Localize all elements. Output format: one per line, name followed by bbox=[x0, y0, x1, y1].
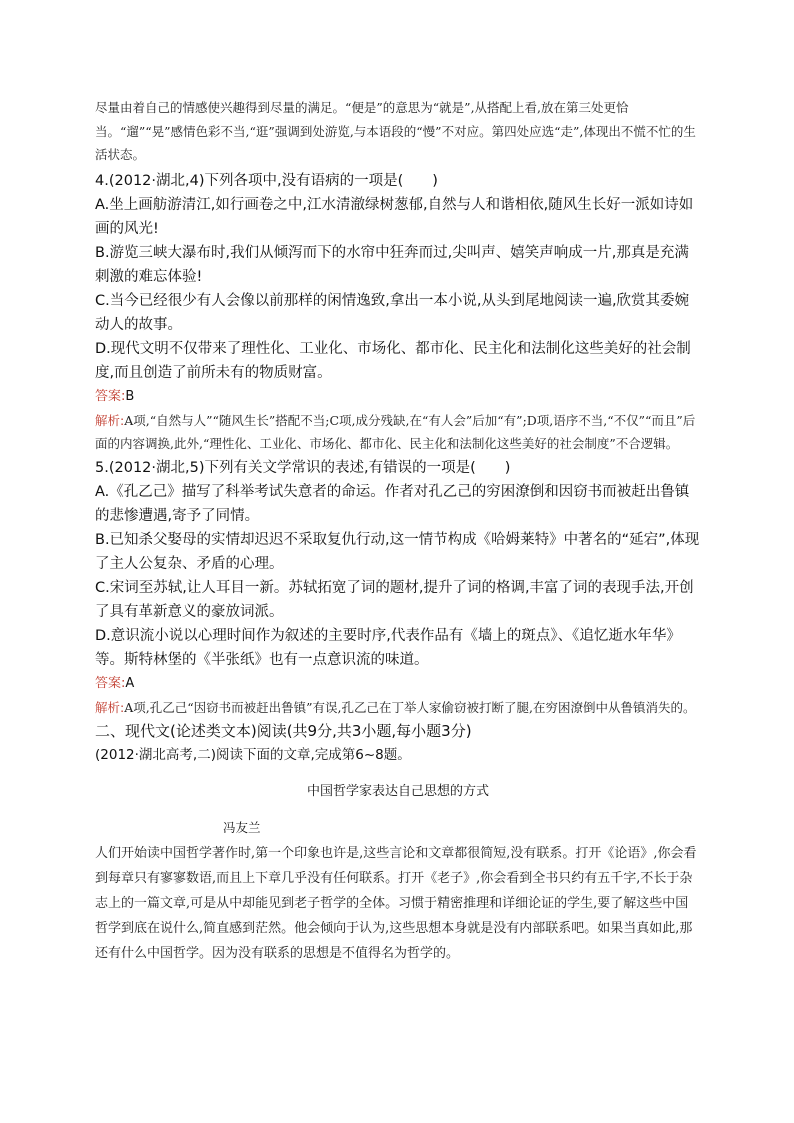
q5-analysis-line bbox=[95, 696, 701, 720]
question-4 bbox=[95, 169, 701, 385]
question-5 bbox=[95, 456, 701, 672]
q5-option-b: B.已知杀父娶母的实情却迟迟不采取复仇行动,这一情节构成《哈姆莱特》中著名的“延宕”,体现了主人公复杂、矛盾的心理。 bbox=[95, 531, 700, 572]
q4-analysis-label: 解析: bbox=[95, 412, 125, 428]
q4-stem: 4.(2012·湖北,4)下列各项中,没有语病的一项是( ) bbox=[95, 172, 438, 189]
section-2-intro: (2012·湖北高考,二)阅读下面的文章,完成第6~8题。 bbox=[95, 747, 411, 763]
q5-answer-line bbox=[95, 672, 701, 696]
q3-analysis-continuation: 尽量由着自己的情感使兴趣得到尽量的满足。“便是”的意思为“就是”,从搭配上看,放在第三处更恰当。“遛”“晃”感情色彩不当,“逛”强调到处游览,与本语段的“慢”不对应。第四处应选“走”,体现出不慌不忙的生活状态。 bbox=[95, 100, 696, 162]
q5-option-d: D.意识流小说以心理时间作为叙述的主要时序,代表作品有《墙上的斑点》、《追忆逝水年华》等。斯特林堡的《半张纸》也有一点意识流的味道。 bbox=[95, 627, 681, 668]
q5-option-c: C.宋词至苏轼,让人耳目一新。苏轼拓宽了词的题材,提升了词的格调,丰富了词的表现手法,开创了具有革新意义的豪放词派。 bbox=[95, 579, 694, 620]
q5-answer-value: A bbox=[125, 675, 135, 691]
article-author: 冯友兰 bbox=[223, 820, 261, 835]
q5-option-a: A.《孔乙己》描写了科举考试失意者的命运。作者对孔乙己的穷困潦倒和因窃书而被赶出鲁镇的悲惨遭遇,寄予了同情。 bbox=[95, 483, 690, 524]
q5-analysis-text: A项,孔乙己“因窃书而被赶出鲁镇”有误,孔乙己在丁举人家偷窃被打断了腿,在穷困潦倒中从鲁镇消失的。 bbox=[124, 699, 696, 715]
q5-analysis-label: 解析: bbox=[95, 699, 125, 715]
q4-option-a: A.坐上画舫游清江,如行画卷之中,江水清澈绿树葱郁,自然与人和谐相依,随风生长好一派如诗如画的风光! bbox=[95, 196, 694, 237]
section-2-heading: 二、现代文(论述类文本)阅读(共9分,共3小题,每小题3分) bbox=[95, 722, 472, 740]
q4-answer-line bbox=[95, 385, 701, 409]
q4-option-b: B.游览三峡大瀑布时,我们从倾泻而下的水帘中狂奔而过,尖叫声、嬉笑声响成一片,那真是充满刺激的难忘体验! bbox=[95, 244, 689, 285]
q4-answer-label: 答案: bbox=[95, 388, 126, 404]
q5-answer-label: 答案: bbox=[95, 675, 126, 691]
q4-analysis-text: A项,“自然与人”“随风生长”搭配不当;C项,成分残缺,在“有人会”后加“有”;D项,语序不当,“不仅”“而且”后面的内容调换,此外,“理性化、工业化、市场化、都市化、民主化和法制化这些美好的社会制度”不合逻辑。 bbox=[95, 412, 696, 451]
q5-stem: 5.(2012·湖北,5)下列有关文学常识的表述,有错误的一项是( ) bbox=[95, 459, 511, 476]
q4-analysis-line bbox=[95, 409, 701, 456]
article-paragraph: 人们开始读中国哲学著作时,第一个印象也许是,这些言论和文章都很简短,没有联系。打开《论语》,你会看到每章只有寥寥数语,而且上下章几乎没有任何联系。打开《老子》,你会看到全书只约有五千字,不长于杂志上的一篇文章,可是从中却能见到老子哲学的全体。习惯于精密推理和详细论证的学生,要了解这些中国哲学到底在说什么,简直感到茫然。他会倾向于认为,这些思想本身就是没有内部联系吧。如果当真如此,那还有什么中国哲学。因为没有联系的思想是不值得名为哲学的。 bbox=[95, 846, 697, 961]
page-content bbox=[95, 96, 701, 966]
q4-option-c: C.当今已经很少有人会像以前那样的闲情逸致,拿出一本小说,从头到尾地阅读一遍,欣赏其委婉动人的故事。 bbox=[95, 292, 690, 333]
article-title: 中国哲学家表达自己思想的方式 bbox=[306, 784, 489, 799]
q4-option-d: D.现代文明不仅带来了理性化、工业化、市场化、都市化、民主化和法制化这些美好的社会制度,而且创造了前所未有的物质财富。 bbox=[95, 340, 691, 381]
q4-answer-value: B bbox=[125, 388, 135, 404]
